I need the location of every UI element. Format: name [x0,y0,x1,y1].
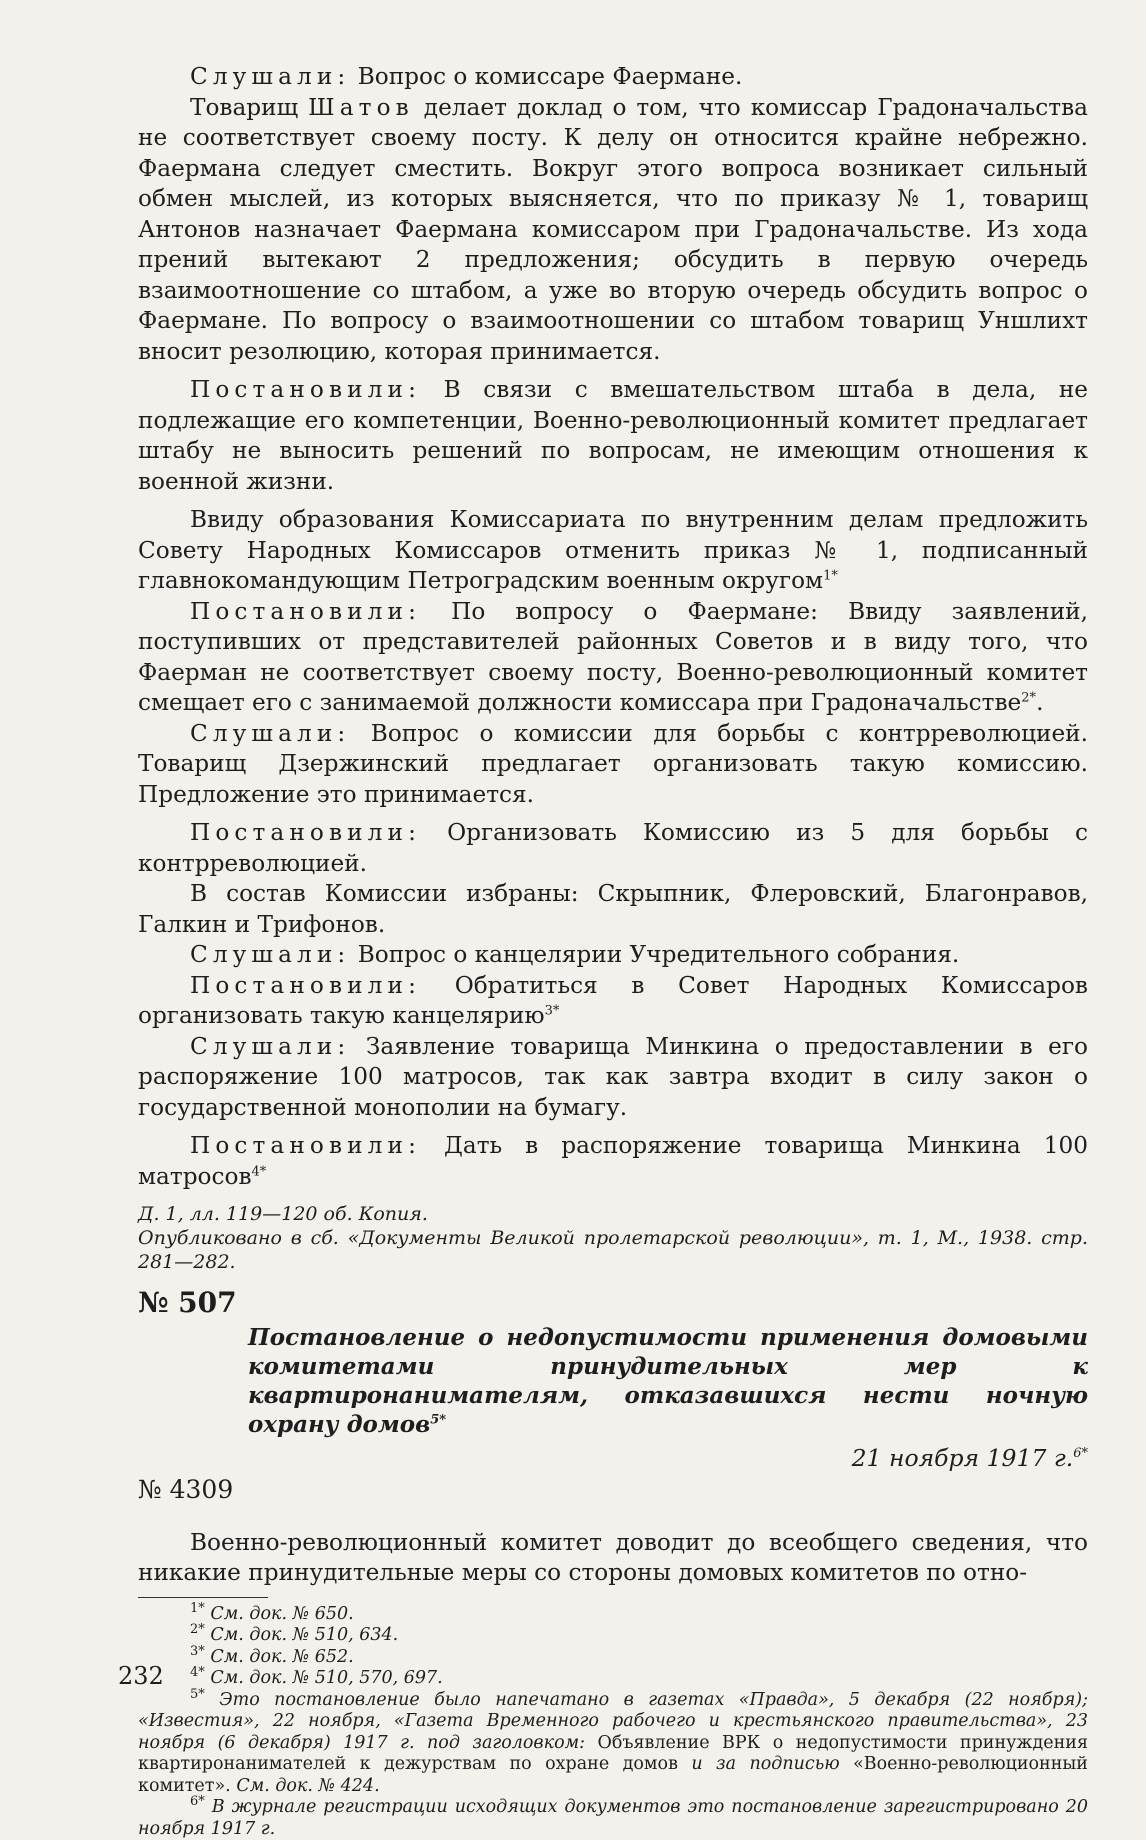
paragraph-heard-chancellery [138,940,1088,971]
footnote [138,1690,1088,1798]
document-title [248,1323,1088,1439]
archive-source [138,1202,1088,1274]
name-shatov: Шатов [308,94,414,121]
label-heard: Слушали: [190,1033,350,1060]
label-resolved: Постановили: [190,1132,421,1159]
footnote-text: Объявление ВРК о недопустимости принуждения квартиронанимателей к дежурствам по охране домов [138,1733,1088,1775]
paragraph-text: Заявление товарища Минкина о предоставлении в его распоряжение 100 матросов, так как завтра входит в силу закон о государственной монополии на бумагу. [138,1033,1088,1121]
paragraph-text: В связи с вмешательством штаба в дела, не подлежащие его компетенции, Военно-революционный комитет предлагает штабу не выносить решений по вопросам, не имеющим отношения к военной жизни. [138,376,1088,495]
paragraph-heard-commission [138,719,1088,811]
footnote-mark: 5* [190,1687,205,1702]
footnote-mark: 3* [190,1644,205,1659]
page-number: 232 [118,1662,164,1690]
paragraph-resolved-staff [138,375,1088,497]
paragraph-commission-members: В состав Комиссии избраны: Скрыпник, Флеровский, Благонравов, Галкин и Трифонов. [138,879,1088,940]
paragraph-text: Обратиться в Совет Народных Комиссаров организовать такую канцелярию [138,972,1088,1030]
footnote-text: «Военно-революционный комитет». [138,1754,1088,1796]
footnote-mark: 2* [190,1622,205,1637]
footnote [138,1668,1088,1690]
document-number: № 507 [138,1288,1088,1319]
title-text: Постановление о недопустимости применения домовыми комитетами принудительных мер к квартиронанимателям, отказавшихся нести ночную охрану домов [248,1324,1088,1438]
label-heard: Слушали: [190,941,350,968]
footnote-ref: 4* [252,1164,267,1179]
paragraph-text: По вопросу о Фаермане: Ввиду заявлений, поступивших от представителей районных Советов и в виду того, что Фаерман не соответствует своему посту, Военно-революционный комитет смещает его с занимаемой должности комиссара при Градоначальстве [138,598,1088,717]
footnote-text: См. док. № 650. [205,1604,354,1624]
paragraph-resolved-minkin [138,1131,1088,1192]
label-resolved: Постановили: [190,972,421,999]
footnote-ref: 5* [430,1412,446,1427]
label-resolved: Постановили: [190,376,421,403]
paragraph-text: делает доклад о том, что комиссар Градоначальства не соответствует своему посту. К делу он относится крайне небрежно. Фаермана следует сместить. Вокруг этого вопроса возникает сильный обмен мыслей, из которых выясняется, что по приказу № 1, товарищ Антонов назначает Фаермана комиссаром при Градоначальстве. Из хода прений вытекают 2 предложения; обсудить в первую очередь взаимоотношение со штабом, а уже во вторую очередь обсудить вопрос о Фаермане. По вопросу о взаимоотношении со штабом товарищ Уншлихт вносит резолюцию, которая принимается. [138,94,1088,365]
document-date [138,1443,1088,1474]
date-text: 21 ноября 1917 г. [852,1444,1074,1472]
paragraph-resolved-chancellery [138,971,1088,1032]
footnote-ref: 1* [823,568,838,583]
paragraph-text: Ввиду образования Комиссариата по внутренним делам предложить Совету Народных Комиссаров отменить приказ № 1, подписанный главнокомандующим Петроградским военным округом [138,506,1088,594]
label-resolved: Постановили: [190,819,421,846]
paragraph-text: Вопрос о комиссии для борьбы с контрреволюцией. Товарищ Дзержинский предлагает организовать такую комиссию. Предложение это принимается. [138,720,1088,808]
label-heard: Слушали: [190,63,350,90]
paragraph-heard-faerman [138,62,1088,93]
footnote-ref: 2* [1021,690,1036,705]
paragraph-text: Дать в распоряжение товарища Минкина 100 матросов [138,1132,1088,1190]
paragraph-order-cancel [138,505,1088,597]
footnote-ref: 6* [1073,1446,1088,1461]
footnote-text: В журнале регистрации исходящих документов это постановление зарегистрировано 20 ноября 1917 г. [138,1797,1088,1839]
source-line: Д. 1, лл. 119—120 об. Копия. [138,1202,1088,1226]
footnote [138,1647,1088,1669]
registration-number: № 4309 [138,1475,1088,1506]
paragraph-resolved-commission [138,818,1088,879]
footnote-mark: 6* [190,1794,205,1809]
footnote [138,1625,1088,1647]
footnote-text: Это постановление было напечатано в газетах «Правда», 5 декабря (22 ноября); «Известия», 22 ноября, «Газета Временного рабочего и крестьянского правительства», 23 ноября (6 декабря) 1917 г. под заголовком: [138,1690,1088,1753]
footnote-text: См. док. № 510, 634. [205,1625,398,1645]
footnote-mark: 4* [190,1665,205,1680]
footnote-ref: 3* [545,1003,560,1018]
paragraph-resolved-faerman: Постановили: По вопросу о Фаермане: Ввиду заявлений, поступивших от представителей районных Советов и в виду того, что Фаерман не соответствует своему посту, Военно-революционный комитет смещает его с занимаемой должности комиссара при Градоначальстве$^{2*}$. [138,597,1088,719]
paragraph-text: Вопрос о комиссаре Фаермане. [350,63,742,90]
paragraph-shatov-report [138,93,1088,368]
paragraph-text: Вопрос о канцелярии Учредительного собрания. [350,941,959,968]
footnote-text: См. док. № 424. [231,1776,380,1796]
footnotes [138,1604,1088,1840]
footnote [138,1604,1088,1626]
label-resolved: Постановили: [190,598,421,625]
footnote-mark: 1* [190,1601,205,1616]
label-heard: Слушали: [190,720,350,747]
footnote-divider [138,1597,268,1598]
footnote-text: и за подписью [678,1754,853,1774]
paragraph-text: Организовать Комиссию из 5 для борьбы с контрреволюцией. [138,819,1088,877]
source-line: Опубликовано в сб. «Документы Великой пролетарской революции», т. 1, М., 1938. стр. 281—282. [138,1226,1088,1274]
footnote-text: См. док. № 652. [205,1647,354,1667]
page-content [138,62,1088,1840]
document-body: Военно-революционный комитет доводит до всеобщего сведения, что никакие принудительные меры со стороны домовых комитетов по отно- [138,1528,1088,1589]
footnote [138,1797,1088,1840]
footnote-text: См. док. № 510, 570, 697. [205,1668,443,1688]
paragraph-heard-minkin [138,1032,1088,1124]
paragraph-text: Товарищ [190,94,308,121]
